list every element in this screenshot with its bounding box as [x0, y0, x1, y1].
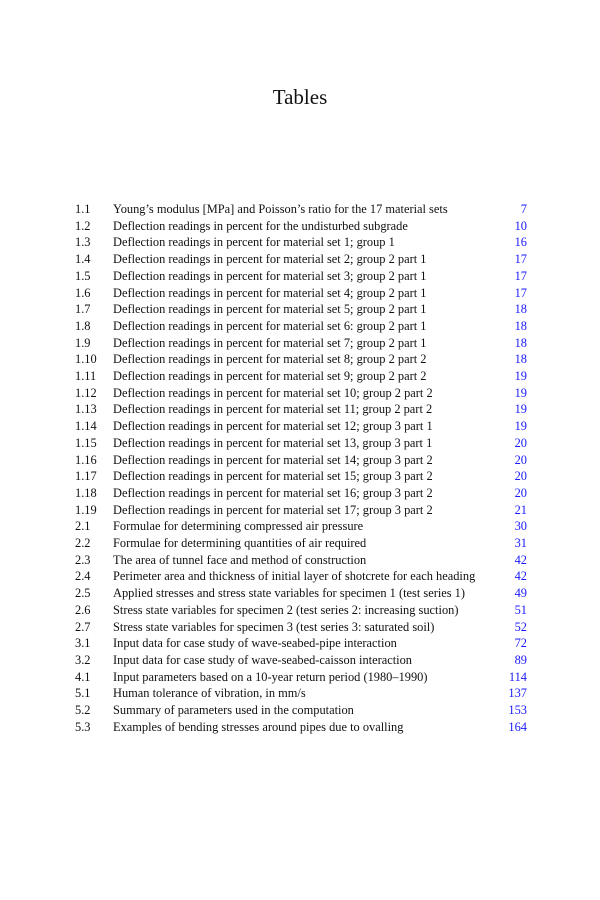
table-number: 2.1: [75, 519, 91, 534]
table-number: 1.4: [75, 252, 91, 267]
page-number-link[interactable]: 19: [514, 385, 527, 400]
table-title: Deflection readings in percent for material set 16; group 3 part 2: [113, 485, 433, 500]
page-number-link[interactable]: 137: [508, 686, 527, 701]
table-title: Stress state variables for specimen 3 (test series 3: saturated soil): [113, 619, 435, 634]
page-number-link[interactable]: 16: [514, 235, 527, 250]
list-item[interactable]: [75, 401, 527, 418]
table-number: 1.11: [75, 369, 97, 384]
list-item[interactable]: [75, 368, 527, 385]
list-item[interactable]: [75, 468, 527, 485]
table-number: 1.14: [75, 419, 97, 434]
list-item[interactable]: [75, 485, 527, 502]
page-number-link[interactable]: 31: [514, 536, 527, 551]
list-item[interactable]: [75, 685, 527, 702]
table-title: Deflection readings in percent for material set 11; group 2 part 2: [113, 402, 433, 417]
table-title: Deflection readings in percent for material set 4; group 2 part 1: [113, 285, 427, 300]
list-item[interactable]: [75, 234, 527, 251]
table-number: 1.16: [75, 452, 97, 467]
table-number: 1.5: [75, 268, 91, 283]
list-item[interactable]: [75, 385, 527, 402]
table-number: 3.2: [75, 652, 91, 667]
table-title: Deflection readings in percent for material set 14; group 3 part 2: [113, 452, 433, 467]
list-item[interactable]: [75, 719, 527, 736]
table-number: 1.9: [75, 335, 91, 350]
page-number-link[interactable]: 89: [514, 652, 527, 667]
page-number-link[interactable]: 49: [514, 586, 527, 601]
page-number-link[interactable]: 42: [514, 569, 527, 584]
table-number: 1.13: [75, 402, 97, 417]
page-number-link[interactable]: 153: [508, 703, 527, 718]
table-number: 1.10: [75, 352, 97, 367]
table-number: 3.1: [75, 636, 91, 651]
page-number-link[interactable]: 17: [514, 285, 527, 300]
table-title: Human tolerance of vibration, in mm/s: [113, 686, 306, 701]
table-title: Stress state variables for specimen 2 (test series 2: increasing suction): [113, 602, 459, 617]
list-item[interactable]: [75, 619, 527, 636]
list-item[interactable]: [75, 518, 527, 535]
table-number: 1.8: [75, 318, 91, 333]
table-title: Deflection readings in percent for material set 12; group 3 part 1: [113, 419, 433, 434]
table-number: 5.1: [75, 686, 91, 701]
table-title: Deflection readings in percent for material set 15; group 3 part 2: [113, 469, 433, 484]
table-title: Deflection readings in percent for material set 7; group 2 part 1: [113, 335, 427, 350]
table-list: [75, 201, 527, 736]
page-number-link[interactable]: 52: [514, 619, 527, 634]
list-item[interactable]: [75, 502, 527, 519]
page-number-link[interactable]: 7: [520, 202, 527, 216]
table-number: 4.1: [75, 669, 91, 684]
table-title: Examples of bending stresses around pipes due to ovalling: [113, 719, 404, 734]
list-item[interactable]: [75, 669, 527, 686]
list-item[interactable]: [75, 268, 527, 285]
table-title: Deflection readings in percent for material set 13, group 3 part 1: [113, 435, 433, 450]
table-number: 1.1: [75, 202, 91, 216]
list-item[interactable]: [75, 635, 527, 652]
page-number-link[interactable]: 19: [514, 419, 527, 434]
table-title: Deflection readings in percent for the undisturbed subgrade: [113, 218, 408, 233]
table-title: Deflection readings in percent for material set 6: group 2 part 1: [113, 318, 427, 333]
table-number: 1.6: [75, 285, 91, 300]
table-title: Summary of parameters used in the computation: [113, 703, 354, 718]
page-number-link[interactable]: 18: [514, 318, 527, 333]
page-number-link[interactable]: 42: [514, 552, 527, 567]
table-title: Input data for case study of wave-seabed-caisson interaction: [113, 652, 412, 667]
list-item[interactable]: [75, 318, 527, 335]
table-title: Deflection readings in percent for material set 17; group 3 part 2: [113, 502, 433, 517]
list-item[interactable]: [75, 418, 527, 435]
table-number: 2.2: [75, 536, 91, 551]
list-item[interactable]: [75, 218, 527, 235]
list-item[interactable]: [75, 251, 527, 268]
page-number-link[interactable]: 19: [514, 369, 527, 384]
table-number: 1.19: [75, 502, 97, 517]
table-number: 5.3: [75, 719, 91, 734]
table-title: Applied stresses and stress state variables for specimen 1 (test series 1): [113, 586, 466, 601]
table-number: 2.4: [75, 569, 91, 584]
table-title: Perimeter area and thickness of initial layer of shotcrete for each heading: [113, 569, 476, 584]
list-item[interactable]: [75, 301, 527, 318]
table-title: Deflection readings in percent for material set 3; group 2 part 1: [113, 268, 427, 283]
table-number: 2.7: [75, 619, 91, 634]
page-number-link[interactable]: 114: [508, 669, 527, 684]
table-number: 1.3: [75, 235, 91, 250]
table-number: 2.3: [75, 552, 91, 567]
list-item[interactable]: [75, 652, 527, 669]
table-title: Input parameters based on a 10-year return period (1980–1990): [113, 669, 428, 684]
list-item[interactable]: [75, 585, 527, 602]
list-item[interactable]: [75, 702, 527, 719]
list-item[interactable]: [75, 351, 527, 368]
list-item[interactable]: [75, 285, 527, 302]
table-number: 5.2: [75, 703, 91, 718]
list-item[interactable]: [75, 568, 527, 585]
table-title: Deflection readings in percent for material set 10; group 2 part 2: [113, 385, 433, 400]
table-title: Deflection readings in percent for material set 8; group 2 part 2: [113, 352, 427, 367]
page-title: Tables: [272, 85, 328, 109]
table-title: Deflection readings in percent for material set 5; group 2 part 1: [113, 302, 427, 317]
list-item[interactable]: [75, 535, 527, 552]
table-number: 1.7: [75, 302, 91, 317]
page-number-link[interactable]: 20: [514, 435, 527, 450]
page-number-link[interactable]: 17: [514, 252, 527, 267]
page-number-link[interactable]: 18: [514, 335, 527, 350]
page-number-link[interactable]: 72: [514, 636, 527, 651]
table-number: 1.17: [75, 469, 97, 484]
page-number-link[interactable]: 18: [514, 352, 527, 367]
table-title: Input data for case study of wave-seabed-pipe interaction: [113, 636, 397, 651]
page-number-link[interactable]: 20: [514, 469, 527, 484]
table-title: Deflection readings in percent for material set 9; group 2 part 2: [113, 369, 427, 384]
table-title: Formulae for determining compressed air pressure: [113, 519, 364, 534]
table-title: Formulae for determining quantities of air required: [113, 536, 367, 551]
table-title: Deflection readings in percent for material set 2; group 2 part 1: [113, 252, 427, 267]
table-number: 1.15: [75, 435, 97, 450]
page-number-link[interactable]: 20: [514, 452, 527, 467]
page-number-link[interactable]: 164: [508, 719, 527, 734]
table-title: Deflection readings in percent for material set 1; group 1: [113, 235, 395, 250]
page-number-link[interactable]: 51: [514, 602, 527, 617]
list-item[interactable]: [75, 201, 527, 218]
table-number: 2.5: [75, 586, 91, 601]
page-number-link[interactable]: 21: [514, 502, 527, 517]
page-number-link[interactable]: 10: [514, 218, 527, 233]
list-item[interactable]: [75, 335, 527, 352]
page-number-link[interactable]: 18: [514, 302, 527, 317]
table-number: 1.18: [75, 485, 97, 500]
page-number-link[interactable]: 20: [514, 485, 527, 500]
table-title: The area of tunnel face and method of construction: [113, 552, 367, 567]
list-item[interactable]: [75, 552, 527, 569]
table-title: Young’s modulus [MPa] and Poisson’s ratio for the 17 material sets: [113, 202, 448, 216]
table-number: 2.6: [75, 602, 91, 617]
list-item[interactable]: [75, 435, 527, 452]
page-number-link[interactable]: 19: [514, 402, 527, 417]
list-item[interactable]: [75, 602, 527, 619]
page-number-link[interactable]: 17: [514, 268, 527, 283]
table-number: 1.12: [75, 385, 97, 400]
page-number-link[interactable]: 30: [514, 519, 527, 534]
list-item[interactable]: [75, 452, 527, 469]
table-number: 1.2: [75, 218, 91, 233]
